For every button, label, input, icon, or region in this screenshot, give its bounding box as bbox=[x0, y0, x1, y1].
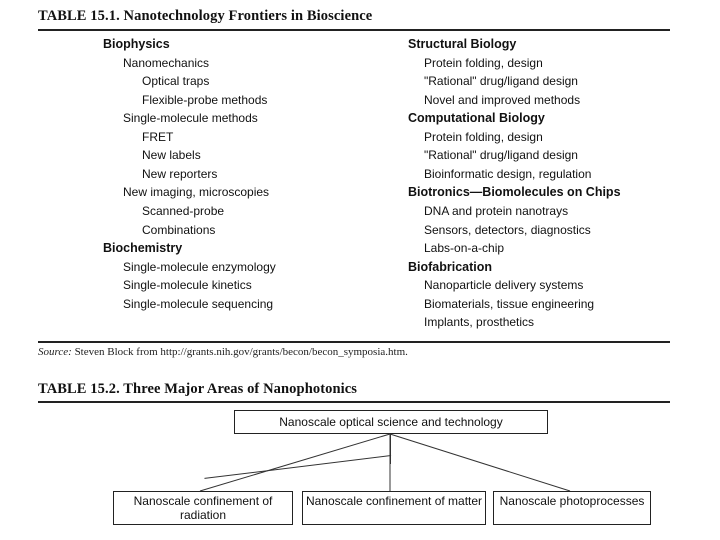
list-item: Implants, prosthetics bbox=[424, 315, 535, 329]
list-item: Labs-on-a-chip bbox=[424, 241, 505, 255]
list-item: Novel and improved methods bbox=[424, 93, 581, 107]
list-item: Nanomechanics bbox=[123, 56, 210, 70]
section-heading: Biophysics bbox=[103, 37, 170, 51]
diagram-child-box-radiation bbox=[113, 491, 293, 525]
diagram-child-label-matter: Nanoscale confinement of matter bbox=[305, 494, 483, 508]
list-item: New reporters bbox=[142, 167, 218, 181]
list-item: Protein folding, design bbox=[424, 56, 543, 70]
connector-to-photoprocesses bbox=[390, 434, 570, 491]
list-item: Bioinformatic design, regulation bbox=[424, 167, 592, 181]
section-heading: Structural Biology bbox=[408, 37, 517, 51]
list-item: DNA and protein nanotrays bbox=[424, 204, 569, 218]
list-item: Biomaterials, tissue engineering bbox=[424, 297, 595, 311]
list-item: Single-molecule sequencing bbox=[123, 297, 274, 311]
list-item: FRET bbox=[142, 130, 174, 144]
list-item: New imaging, microscopies bbox=[123, 185, 270, 199]
section-heading: Biofabrication bbox=[408, 260, 493, 274]
section-heading: Computational Biology bbox=[408, 111, 545, 125]
list-item: Optical traps bbox=[142, 74, 210, 88]
table-1-title: TABLE 15.1. Nanotechnology Frontiers in Bioscience bbox=[38, 8, 373, 24]
list-item: Sensors, detectors, diagnostics bbox=[424, 223, 591, 237]
list-item: Flexible-probe methods bbox=[142, 93, 268, 107]
diagram-child-box-photoprocesses bbox=[493, 491, 651, 525]
list-item: New labels bbox=[142, 148, 201, 162]
source-text: Steven Block from http://grants.nih.gov/grants/becon/becon_symposia.htm. bbox=[74, 346, 408, 358]
list-item: Combinations bbox=[142, 223, 216, 237]
diagram-root-label: Nanoscale optical science and technology bbox=[279, 415, 503, 429]
connector-to-radiation bbox=[200, 434, 390, 491]
list-item: Scanned-probe bbox=[142, 204, 225, 218]
list-item: Protein folding, design bbox=[424, 130, 543, 144]
diagram-child-label-photoprocesses: Nanoscale photoprocesses bbox=[499, 494, 645, 508]
section-heading: Biotronics—Biomolecules on Chips bbox=[408, 185, 621, 199]
diagram-child-box-matter bbox=[302, 491, 486, 525]
list-item: Single-molecule methods bbox=[123, 111, 258, 125]
list-item: Nanoparticle delivery systems bbox=[424, 278, 584, 292]
section-heading: Biochemistry bbox=[103, 241, 183, 255]
list-item: Single-molecule kinetics bbox=[123, 278, 252, 292]
source-label: Source: bbox=[38, 346, 72, 358]
diagram-child-label-radiation: Nanoscale confinement of radiation bbox=[133, 494, 273, 522]
table-2-title: TABLE 15.2. Three Major Areas of Nanophotonics bbox=[38, 381, 358, 397]
list-item: "Rational" drug/ligand design bbox=[424, 74, 578, 88]
list-item: Single-molecule enzymology bbox=[123, 260, 276, 274]
list-item: "Rational" drug/ligand design bbox=[424, 148, 578, 162]
